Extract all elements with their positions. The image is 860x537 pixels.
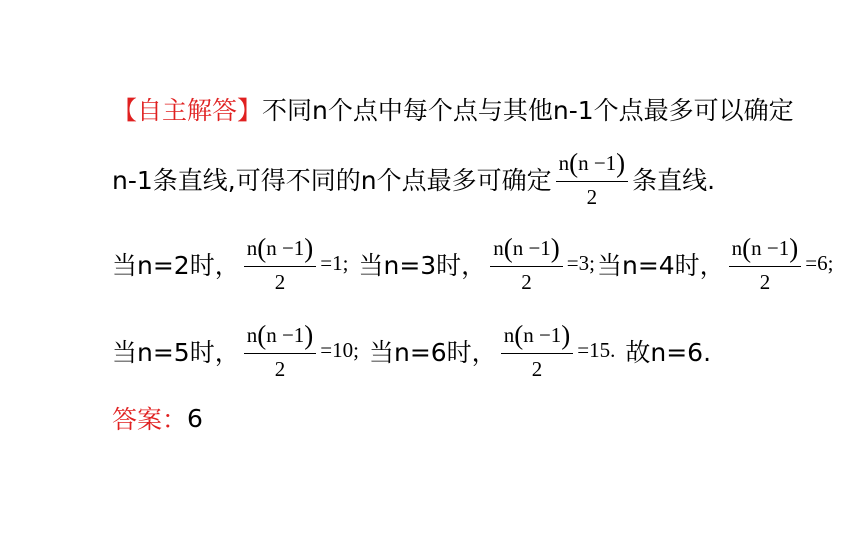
- solution-text-1: 不同n个点中每个点与其他n-1个点最多可以确定: [262, 96, 794, 125]
- fraction-formula: $\frac{n(n -1)}{2}$: [556, 148, 629, 209]
- fraction-formula: $\frac{n(n -1)}{2}$: [244, 233, 317, 294]
- answer-line: [112, 400, 203, 436]
- solution-line-3: [112, 233, 843, 294]
- fraction-formula: $\frac{n(n -1)}{2}$: [244, 320, 317, 381]
- solution-text-2b: 条直线.: [632, 165, 716, 195]
- fraction-formula: $\frac{n(n -1)}{2}$: [501, 320, 574, 381]
- fraction-formula: $\frac{n(n -1)}{2}$: [729, 233, 802, 294]
- result-n6: =15.: [577, 338, 616, 363]
- result-n4: =6;: [805, 251, 834, 276]
- case-n2: 当n=2时，: [112, 250, 240, 280]
- solution-text-2a: n-1条直线,可得不同的n个点最多可确定: [112, 165, 552, 195]
- solution-line-4: [112, 320, 711, 381]
- solution-tag: 【自主解答】: [112, 96, 263, 125]
- result-n3: =3;: [566, 251, 595, 276]
- fraction-formula: $\frac{n(n -1)}{2}$: [490, 233, 563, 294]
- case-n3: 当n=3时，: [358, 250, 487, 280]
- answer-value: 6: [187, 403, 203, 433]
- case-n6: 当n=6时，: [368, 337, 497, 367]
- solution-line-2: [112, 148, 715, 209]
- case-n4: 当n=4时，: [596, 250, 725, 280]
- result-n2: =1;: [320, 251, 349, 276]
- conclusion: 故n=6.: [625, 337, 712, 367]
- solution-line-1: [112, 91, 794, 127]
- result-n5: =10;: [320, 338, 359, 363]
- case-n5: 当n=5时，: [112, 337, 240, 367]
- answer-label: 答案：: [112, 405, 188, 434]
